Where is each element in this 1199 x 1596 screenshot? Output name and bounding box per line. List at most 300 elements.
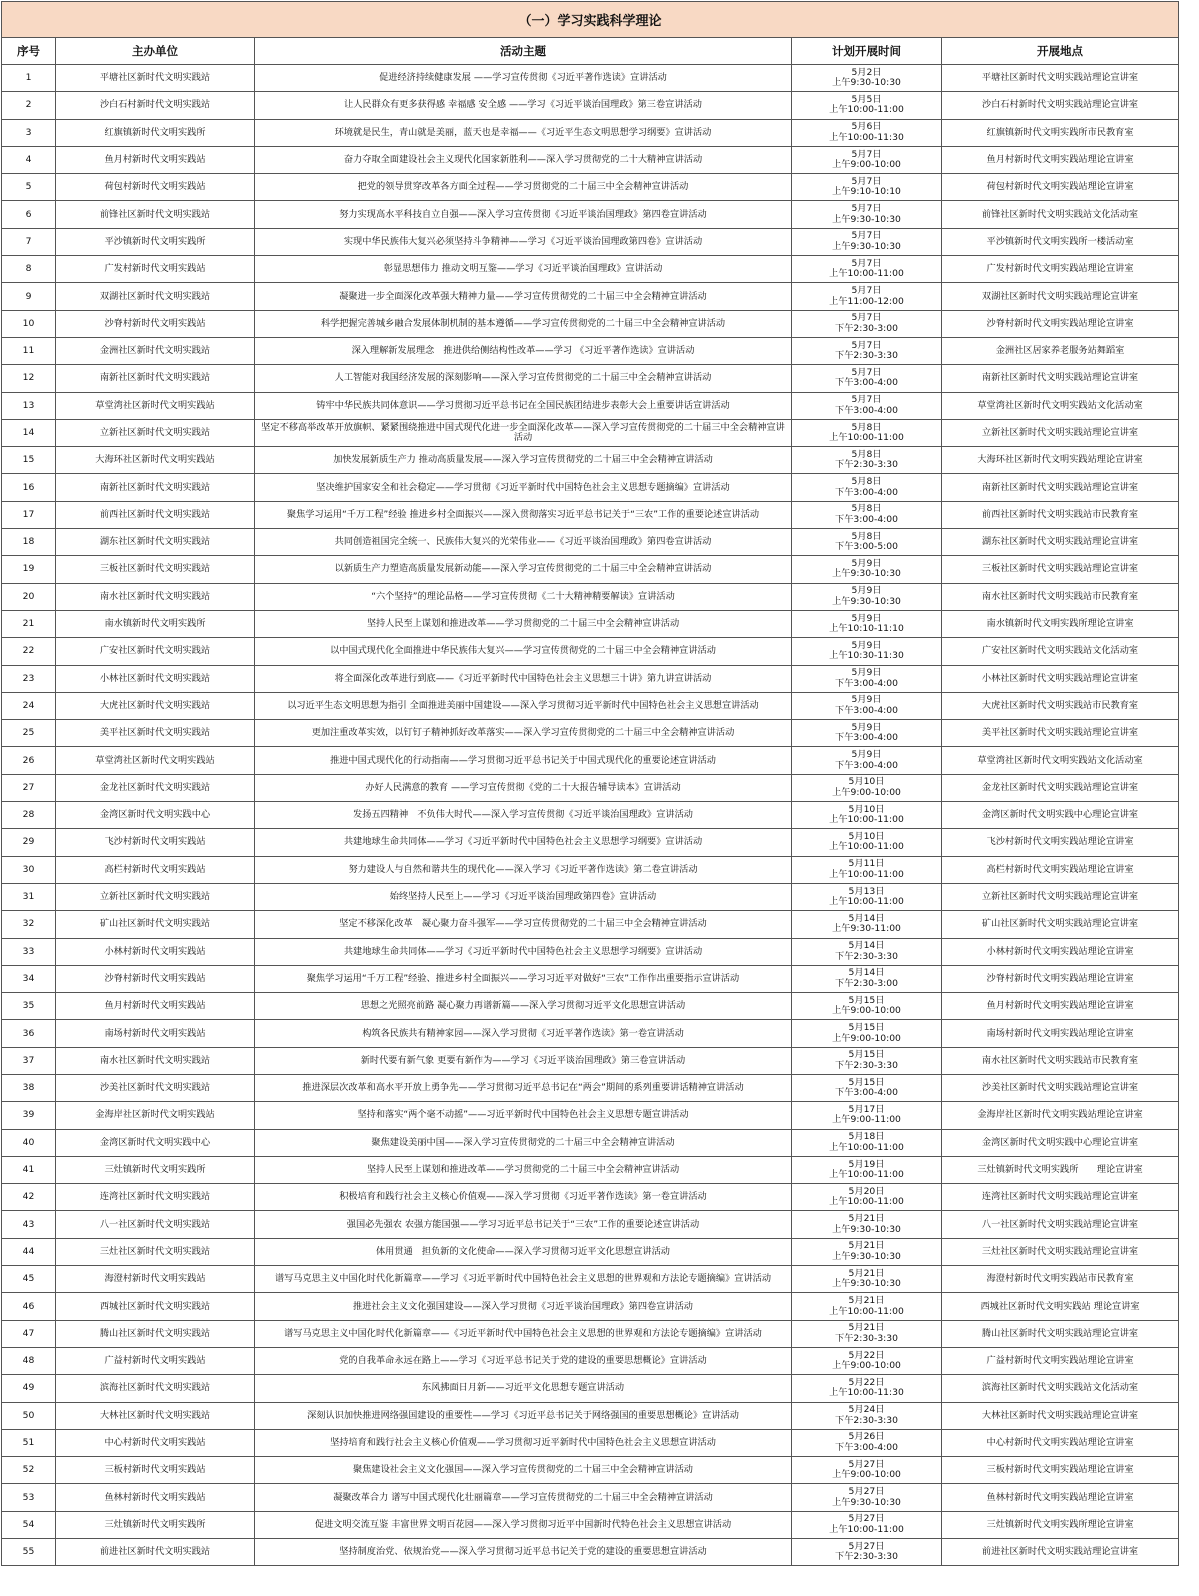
table-row [2, 201, 1179, 228]
row-host: 前西社区新时代文明实践站 [56, 501, 255, 528]
row-index: 39 [2, 1102, 56, 1129]
row-time [792, 993, 942, 1020]
row-host: 小林村新时代文明实践站 [56, 938, 255, 965]
header-location: 开展地点 [942, 38, 1179, 65]
row-index: 53 [2, 1484, 56, 1511]
row-hours: 上午9:30-10:30 [832, 1250, 901, 1262]
row-time [792, 419, 942, 446]
row-host: 沙白石村新时代文明实践站 [56, 92, 255, 119]
row-time [792, 1320, 942, 1347]
section-title: （一）学习实践科学理论 [2, 2, 1179, 38]
row-topic: 构筑各民族共有精神家园——深入学习贯彻《习近平著作选读》第一卷宣讲活动 [255, 1020, 792, 1047]
row-host: 沙美社区新时代文明实践站 [56, 1074, 255, 1101]
row-host: 三灶社区新时代文明实践站 [56, 1238, 255, 1265]
row-index: 45 [2, 1266, 56, 1293]
row-topic: 党的自我革命永远在路上——学习《习近平总书记关于党的建设的重要思想概论》宣讲活动 [255, 1347, 792, 1374]
row-location: 立新社区新时代文明实践站理论宣讲室 [942, 419, 1179, 446]
table-row [2, 610, 1179, 637]
row-topic: 坚决维护国家安全和社会稳定——学习贯彻《习近平新时代中国特色社会主义思想专题摘编》宣讲活动 [255, 474, 792, 501]
table-row [2, 1266, 1179, 1293]
table-row [2, 1402, 1179, 1429]
row-time [792, 1347, 942, 1374]
row-host: 南水镇新时代文明实践所 [56, 610, 255, 637]
row-hours: 下午2:30-3:30 [835, 1551, 898, 1563]
row-index: 4 [2, 146, 56, 173]
row-location: 沙白石村新时代文明实践站理论宣讲室 [942, 92, 1179, 119]
row-host: 立新社区新时代文明实践站 [56, 883, 255, 910]
row-host: 广安社区新时代文明实践站 [56, 638, 255, 665]
row-index: 30 [2, 856, 56, 883]
header-row [2, 38, 1179, 65]
row-time [792, 447, 942, 474]
row-date: 5月14日 [848, 912, 885, 924]
row-date: 5月9日 [851, 639, 882, 651]
row-index: 3 [2, 119, 56, 146]
row-topic: 聚焦建设社会主义文化强国——深入学习宣传贯彻党的二十届三中全会精神宣讲活动 [255, 1457, 792, 1484]
table-row [2, 583, 1179, 610]
row-index: 15 [2, 447, 56, 474]
row-location: 海澄村新时代文明实践站市民教育室 [942, 1266, 1179, 1293]
row-host: 大海环社区新时代文明实践站 [56, 447, 255, 474]
row-host: 平沙镇新时代文明实践所 [56, 228, 255, 255]
row-date: 5月21日 [848, 1295, 885, 1306]
row-date: 5月7日 [851, 366, 882, 378]
row-topic: 实现中华民族伟大复兴必须坚持斗争精神——学习《习近平谈治国理政第四卷》宣讲活动 [255, 228, 792, 255]
row-date: 5月10日 [848, 830, 885, 842]
row-index: 52 [2, 1457, 56, 1484]
row-host: 鱼月村新时代文明实践站 [56, 146, 255, 173]
row-date: 5月17日 [848, 1103, 885, 1115]
row-hours: 上午10:00-11:00 [829, 1305, 904, 1317]
row-date: 5月7日 [851, 203, 882, 215]
row-location: 广益村新时代文明实践站理论宣讲室 [942, 1347, 1179, 1374]
row-hours: 上午9:00-11:00 [832, 1114, 901, 1126]
row-index: 35 [2, 993, 56, 1020]
row-hours: 下午3:00-4:00 [835, 1087, 898, 1099]
row-time [792, 501, 942, 528]
row-location: 红旗镇新时代文明实践所市民教育室 [942, 119, 1179, 146]
table-row [2, 1074, 1179, 1101]
row-host: 金洲社区新时代文明实践站 [56, 337, 255, 364]
row-hours: 上午10:00-11:00 [829, 841, 904, 853]
row-index: 28 [2, 802, 56, 829]
row-index: 19 [2, 556, 56, 583]
row-index: 31 [2, 883, 56, 910]
row-topic: 共建地球生命共同体——学习《习近平新时代中国特色社会主义思想学习纲要》宣讲活动 [255, 829, 792, 856]
row-location: 沙脊村新时代文明实践站理论宣讲室 [942, 965, 1179, 992]
row-location: 金洲社区居家养老服务站舞蹈室 [942, 337, 1179, 364]
row-hours: 上午9:30-10:30 [832, 595, 901, 607]
row-hours: 上午10:00-11:30 [829, 131, 904, 143]
row-topic: 新时代要有新气象 更要有新作为——学习《习近平谈治国理政》第三卷宣讲活动 [255, 1047, 792, 1074]
row-time [792, 638, 942, 665]
row-location: 连湾社区新时代文明实践站理论宣讲室 [942, 1184, 1179, 1211]
row-date: 5月14日 [848, 967, 885, 979]
table-row [2, 1457, 1179, 1484]
row-hours: 上午10:00-11:00 [829, 1169, 904, 1181]
row-topic: 将全面深化改革进行到底——《习近平新时代中国特色社会主义思想三十讲》第九讲宣讲活动 [255, 665, 792, 692]
row-index: 37 [2, 1047, 56, 1074]
row-hours: 上午10:00-11:00 [829, 1523, 904, 1535]
row-host: 三板村新时代文明实践站 [56, 1457, 255, 1484]
row-time [792, 1020, 942, 1047]
row-location: 大林社区新时代文明实践站理论宣讲室 [942, 1402, 1179, 1429]
table-row [2, 1429, 1179, 1456]
row-host: 高栏村新时代文明实践站 [56, 856, 255, 883]
row-location: 西城社区新时代文明实践站 理论宣讲室 [942, 1293, 1179, 1320]
row-host: 金龙社区新时代文明实践站 [56, 774, 255, 801]
row-topic: 凝聚进一步全面深化改革强大精神力量——学习宣传贯彻党的二十届三中全会精神宣讲活动 [255, 283, 792, 310]
row-index: 17 [2, 501, 56, 528]
row-host: 小林社区新时代文明实践站 [56, 665, 255, 692]
table-row [2, 283, 1179, 310]
row-date: 5月7日 [851, 394, 882, 406]
row-hours: 上午9:30-10:30 [832, 240, 901, 252]
row-host: 平塘社区新时代文明实践站 [56, 65, 255, 92]
row-host: 八一社区新时代文明实践站 [56, 1211, 255, 1238]
row-time [792, 65, 942, 92]
row-topic: 环境就是民生，青山就是美丽，蓝天也是幸福——《习近平生态文明思想学习纲要》宣讲活动 [255, 119, 792, 146]
row-topic: 积极培育和践行社会主义核心价值观——深入学习贯彻《习近平著作选读》第一卷宣讲活动 [255, 1184, 792, 1211]
row-hours: 下午3:00-4:00 [835, 732, 898, 744]
row-time [792, 883, 942, 910]
header-index: 序号 [2, 38, 56, 65]
table-row [2, 1156, 1179, 1183]
row-topic: 始终坚持人民至上——学习《习近平谈治国理政第四卷》宣讲活动 [255, 883, 792, 910]
schedule-sheet [1, 1, 1178, 1566]
row-date: 5月21日 [848, 1213, 885, 1225]
row-host: 南新社区新时代文明实践站 [56, 474, 255, 501]
row-topic: 思想之光照亮前路 凝心聚力再谱新篇——深入学习贯彻习近平文化思想宣讲活动 [255, 993, 792, 1020]
row-date: 5月24日 [848, 1404, 885, 1416]
row-host: 双湖社区新时代文明实践站 [56, 283, 255, 310]
row-location: 南新社区新时代文明实践站理论宣讲室 [942, 474, 1179, 501]
row-host: 沙脊村新时代文明实践站 [56, 310, 255, 337]
row-time [792, 92, 942, 119]
row-location: 鱼月村新时代文明实践站理论宣讲室 [942, 993, 1179, 1020]
row-time [792, 392, 942, 419]
row-topic: 促进文明交流互鉴 丰富世界文明百花园——深入学习贯彻习近平中国新时代特色社会主义思想宣讲活动 [255, 1511, 792, 1538]
row-index: 6 [2, 201, 56, 228]
row-time [792, 146, 942, 173]
row-location: 金龙社区新时代文明实践站理论宣讲室 [942, 774, 1179, 801]
row-topic: 以中国式现代化全面推进中华民族伟大复兴——学习宣传贯彻党的二十届三中全会精神宣讲活动 [255, 638, 792, 665]
row-location: 平塘社区新时代文明实践站理论宣讲室 [942, 65, 1179, 92]
row-index: 49 [2, 1375, 56, 1402]
row-hours: 上午9:30-10:30 [832, 77, 901, 89]
row-date: 5月22日 [848, 1349, 885, 1361]
table-row [2, 1511, 1179, 1538]
row-host: 鱼林村新时代文明实践站 [56, 1484, 255, 1511]
row-time [792, 1429, 942, 1456]
row-topic: 坚持制度治党、依规治党——深入学习贯彻习近平总书记关于党的建设的重要思想宣讲活动 [255, 1539, 792, 1566]
row-host: 南场村新时代文明实践站 [56, 1020, 255, 1047]
row-index: 24 [2, 692, 56, 719]
table-row [2, 774, 1179, 801]
row-index: 26 [2, 747, 56, 774]
row-hours: 上午10:00-11:00 [829, 1196, 904, 1208]
row-location: 南水社区新时代文明实践站市民教育室 [942, 1047, 1179, 1074]
row-location: 金海岸社区新时代文明实践站理论宣讲室 [942, 1102, 1179, 1129]
row-index: 25 [2, 720, 56, 747]
table-row [2, 1293, 1179, 1320]
table-row [2, 1347, 1179, 1374]
header-host: 主办单位 [56, 38, 255, 65]
row-location: 鱼月村新时代文明实践站理论宣讲室 [942, 146, 1179, 173]
row-topic: 科学把握完善城乡融合发展体制机制的基本遵循——学习宣传贯彻党的二十届三中全会精神宣讲活动 [255, 310, 792, 337]
row-date: 5月9日 [851, 721, 882, 733]
row-index: 42 [2, 1184, 56, 1211]
row-topic: 奋力夺取全面建设社会主义现代化国家新胜利——深入学习贯彻党的二十大精神宣讲活动 [255, 146, 792, 173]
row-date: 5月7日 [851, 312, 882, 324]
row-topic: 谱写马克思主义中国化时代化新篇章——学习《习近平新时代中国特色社会主义思想的世界观和方法论专题摘编》宣讲活动 [255, 1266, 792, 1293]
row-topic: 人工智能对我国经济发展的深刻影响——深入学习宣传贯彻党的二十届三中全会精神宣讲活动 [255, 365, 792, 392]
section-title-row [2, 2, 1179, 38]
table-row [2, 1129, 1179, 1156]
row-index: 50 [2, 1402, 56, 1429]
row-date: 5月9日 [851, 557, 882, 569]
row-topic: 让人民群众有更多获得感 幸福感 安全感 ——学习《习近平谈治国理政》第三卷宣讲活动 [255, 92, 792, 119]
row-host: 矿山社区新时代文明实践站 [56, 911, 255, 938]
row-time [792, 556, 942, 583]
row-time [792, 1102, 942, 1129]
row-topic: 发扬五四精神 不负伟大时代——深入学习宣传贯彻《习近平谈治国理政》宣讲活动 [255, 802, 792, 829]
row-location: 荷包村新时代文明实践站理论宣讲室 [942, 174, 1179, 201]
row-topic: 推进社会主义文化强国建设——深入学习贯彻《习近平谈治国理政》第四卷宣讲活动 [255, 1293, 792, 1320]
row-index: 34 [2, 965, 56, 992]
row-topic: 更加注重改革实效，以钉钉子精神抓好改革落实——深入学习宣传贯彻党的二十届三中全会精神宣讲活动 [255, 720, 792, 747]
row-time [792, 1457, 942, 1484]
row-host: 大虎社区新时代文明实践站 [56, 692, 255, 719]
row-time [792, 665, 942, 692]
row-index: 22 [2, 638, 56, 665]
table-row [2, 1238, 1179, 1265]
row-hours: 下午2:30-3:30 [835, 1414, 898, 1426]
row-date: 5月8日 [851, 476, 882, 488]
row-host: 腾山社区新时代文明实践站 [56, 1320, 255, 1347]
row-hours: 上午9:30-10:30 [832, 213, 901, 225]
row-date: 5月8日 [851, 530, 882, 542]
row-location: 美平社区新时代文明实践站理论宣讲室 [942, 720, 1179, 747]
row-index: 21 [2, 610, 56, 637]
row-hours: 下午2:30-3:30 [835, 950, 898, 962]
row-index: 11 [2, 337, 56, 364]
row-hours: 下午2:30-3:00 [835, 977, 898, 989]
row-host: 金湾区新时代文明实践中心 [56, 1129, 255, 1156]
row-hours: 上午9:00-10:00 [832, 1005, 901, 1017]
row-hours: 上午9:00-10:00 [832, 159, 901, 171]
table-row [2, 119, 1179, 146]
row-index: 10 [2, 310, 56, 337]
row-time [792, 365, 942, 392]
row-hours: 上午10:00-11:00 [829, 268, 904, 280]
row-topic: 强国必先强农 农强方能国强——学习习近平总书记关于“三农”工作的重要论述宣讲活动 [255, 1211, 792, 1238]
row-host: 南水社区新时代文明实践站 [56, 583, 255, 610]
row-hours: 上午9:00-10:00 [832, 1032, 901, 1044]
row-topic: 共同创造祖国完全统一、民族伟大复兴的光荣伟业——《习近平谈治国理政》第四卷宣讲活动 [255, 529, 792, 556]
row-date: 5月2日 [851, 66, 882, 78]
row-date: 5月19日 [848, 1158, 885, 1170]
row-hours: 上午9:30-10:30 [832, 1223, 901, 1235]
row-location: 三灶社区新时代文明实践站理论宣讲室 [942, 1238, 1179, 1265]
row-location: 中心村新时代文明实践站理论宣讲室 [942, 1429, 1179, 1456]
row-index: 23 [2, 665, 56, 692]
row-index: 5 [2, 174, 56, 201]
table-row [2, 65, 1179, 92]
row-hours: 上午10:10-11:10 [829, 623, 904, 635]
row-location: 立新社区新时代文明实践站理论宣讲室 [942, 883, 1179, 910]
table-row [2, 146, 1179, 173]
row-host: 三灶镇新时代文明实践所 [56, 1511, 255, 1538]
row-date: 5月10日 [848, 803, 885, 815]
table-row [2, 447, 1179, 474]
row-time [792, 1074, 942, 1101]
row-time [792, 856, 942, 883]
row-date: 5月27日 [848, 1458, 885, 1470]
row-hours: 上午10:00-11:00 [829, 104, 904, 116]
row-location: 高栏村新时代文明实践站理论宣讲室 [942, 856, 1179, 883]
row-index: 44 [2, 1238, 56, 1265]
row-topic: 深入理解新发展理念 推进供给侧结构性改革——学习 《习近平著作选读》宣讲活动 [255, 337, 792, 364]
row-time [792, 310, 942, 337]
table-row [2, 965, 1179, 992]
row-host: 南水社区新时代文明实践站 [56, 1047, 255, 1074]
row-host: 鱼月村新时代文明实践站 [56, 993, 255, 1020]
row-topic: 体用贯通 担负新的文化使命——深入学习贯彻习近平文化思想宣讲活动 [255, 1238, 792, 1265]
row-topic: 聚焦学习运用“千万工程”经验、推进乡村全面振兴——学习习近平对做好“三农”工作作出重要指示宣讲活动 [255, 965, 792, 992]
table-row [2, 337, 1179, 364]
row-hours: 下午3:00-4:00 [835, 704, 898, 716]
row-host: 海澄村新时代文明实践站 [56, 1266, 255, 1293]
table-row [2, 256, 1179, 283]
table-row [2, 1184, 1179, 1211]
row-location: 南新社区新时代文明实践站理论宣讲室 [942, 365, 1179, 392]
table-row [2, 1102, 1179, 1129]
row-time [792, 720, 942, 747]
row-host: 草堂湾社区新时代文明实践站 [56, 747, 255, 774]
table-row [2, 938, 1179, 965]
row-host: 沙脊村新时代文明实践站 [56, 965, 255, 992]
row-time [792, 1511, 942, 1538]
row-time [792, 829, 942, 856]
row-time [792, 337, 942, 364]
row-location: 三灶镇新时代文明实践所 理论宣讲室 [942, 1156, 1179, 1183]
row-hours: 上午9:30-10:30 [832, 568, 901, 580]
row-hours: 上午10:00-11:30 [829, 1387, 904, 1399]
table-row [2, 993, 1179, 1020]
row-topic: 彰显思想伟力 推动文明互鉴——学习《习近平谈治国理政》宣讲活动 [255, 256, 792, 283]
table-row [2, 1320, 1179, 1347]
table-row [2, 856, 1179, 883]
row-host: 金湾区新时代文明实践中心 [56, 802, 255, 829]
row-location: 广安社区新时代文明实践站文化活动室 [942, 638, 1179, 665]
row-host: 湖东社区新时代文明实践站 [56, 529, 255, 556]
row-location: 大海环社区新时代文明实践站理论宣讲室 [942, 447, 1179, 474]
row-index: 54 [2, 1511, 56, 1538]
row-index: 40 [2, 1129, 56, 1156]
row-time [792, 1047, 942, 1074]
row-date: 5月15日 [848, 994, 885, 1006]
row-hours: 下午3:00-5:00 [835, 541, 898, 553]
row-topic: 坚持人民至上谋划和推进改革——学习贯彻党的二十届三中全会精神宣讲活动 [255, 1156, 792, 1183]
row-hours: 上午11:00-12:00 [829, 295, 904, 307]
table-row [2, 310, 1179, 337]
row-hours: 下午2:30-3:30 [835, 350, 898, 362]
row-date: 5月7日 [851, 230, 882, 242]
row-time [792, 1402, 942, 1429]
row-location: 矿山社区新时代文明实践站理论宣讲室 [942, 911, 1179, 938]
row-topic: 努力建设人与自然和谐共生的现代化——深入学习《习近平著作选读》第二卷宣讲活动 [255, 856, 792, 883]
row-host: 广发村新时代文明实践站 [56, 256, 255, 283]
row-host: 三灶镇新时代文明实践所 [56, 1156, 255, 1183]
row-index: 14 [2, 419, 56, 446]
row-topic: 努力实现高水平科技自立自强——深入学习宣传贯彻《习近平谈治国理政》第四卷宣讲活动 [255, 201, 792, 228]
row-location: 鱼林村新时代文明实践站理论宣讲室 [942, 1484, 1179, 1511]
row-hours: 下午3:00-4:00 [835, 486, 898, 498]
row-date: 5月9日 [851, 585, 882, 597]
row-time [792, 747, 942, 774]
row-time [792, 1266, 942, 1293]
table-row [2, 720, 1179, 747]
row-index: 2 [2, 92, 56, 119]
row-topic: 坚定不移高举改革开放旗帜、紧紧围绕推进中国式现代化进一步全面深化改革——深入学习宣传贯彻党的二十届三中全会精神宣讲活动 [255, 419, 792, 446]
row-host: 美平社区新时代文明实践站 [56, 720, 255, 747]
row-hours: 上午10:00-11:00 [829, 432, 904, 443]
row-hours: 上午9:10-10:10 [832, 186, 901, 198]
row-topic: 加快发展新质生产力 推动高质量发展——深入学习宣传贯彻党的二十届三中全会精神宣讲活动 [255, 447, 792, 474]
header-topic: 活动主题 [255, 38, 792, 65]
row-topic: 推进深层次改革和高水平开放上勇争先——学习贯彻习近平总书记在“两会”期间的系列重要讲话精神宣讲活动 [255, 1074, 792, 1101]
row-hours: 上午10:30-11:30 [829, 650, 904, 662]
row-hours: 下午3:00-4:00 [835, 759, 898, 771]
row-topic: 坚持和落实“两个毫不动摇”——习近平新时代中国特色社会主义思想专题宣讲活动 [255, 1102, 792, 1129]
row-date: 5月27日 [848, 1513, 885, 1525]
row-date: 5月13日 [848, 885, 885, 897]
row-index: 32 [2, 911, 56, 938]
row-topic: 谱写马克思主义中国化时代化新篇章——《习近平新时代中国特色社会主义思想的世界观和方法论专题摘编》宣讲活动 [255, 1320, 792, 1347]
row-time [792, 692, 942, 719]
row-host: 三板社区新时代文明实践站 [56, 556, 255, 583]
row-date: 5月7日 [851, 175, 882, 187]
row-topic: 以习近平生态文明思想为指引 全面推进美丽中国建设——深入学习贯彻习近平新时代中国特色社会主义思想宣讲活动 [255, 692, 792, 719]
row-host: 南新社区新时代文明实践站 [56, 365, 255, 392]
row-index: 43 [2, 1211, 56, 1238]
row-index: 16 [2, 474, 56, 501]
table-row [2, 692, 1179, 719]
row-date: 5月9日 [851, 667, 882, 679]
row-host: 红旗镇新时代文明实践所 [56, 119, 255, 146]
table-row [2, 747, 1179, 774]
row-index: 51 [2, 1429, 56, 1456]
row-date: 5月18日 [848, 1131, 885, 1143]
row-index: 27 [2, 774, 56, 801]
row-location: 八一社区新时代文明实践站理论宣讲室 [942, 1211, 1179, 1238]
row-topic: 推进中国式现代化的行动指南——学习贯彻习近平总书记关于中国式现代化的重要论述宣讲活动 [255, 747, 792, 774]
table-row [2, 419, 1179, 446]
row-host: 中心村新时代文明实践站 [56, 1429, 255, 1456]
row-location: 前进社区新时代文明实践站理论宣讲室 [942, 1539, 1179, 1566]
row-hours: 下午3:00-4:00 [835, 404, 898, 416]
row-topic: 聚焦学习运用“千万工程”经验 推进乡村全面振兴——深入贯彻落实习近平总书记关于“三农”工作的重要论述宣讲活动 [255, 501, 792, 528]
row-hours: 上午9:00-10:00 [832, 1469, 901, 1481]
row-time [792, 1129, 942, 1156]
row-hours: 下午2:30-3:30 [835, 459, 898, 471]
table-row [2, 228, 1179, 255]
row-time [792, 1156, 942, 1183]
row-hours: 上午9:30-10:30 [832, 1278, 901, 1290]
row-time [792, 119, 942, 146]
row-index: 38 [2, 1074, 56, 1101]
